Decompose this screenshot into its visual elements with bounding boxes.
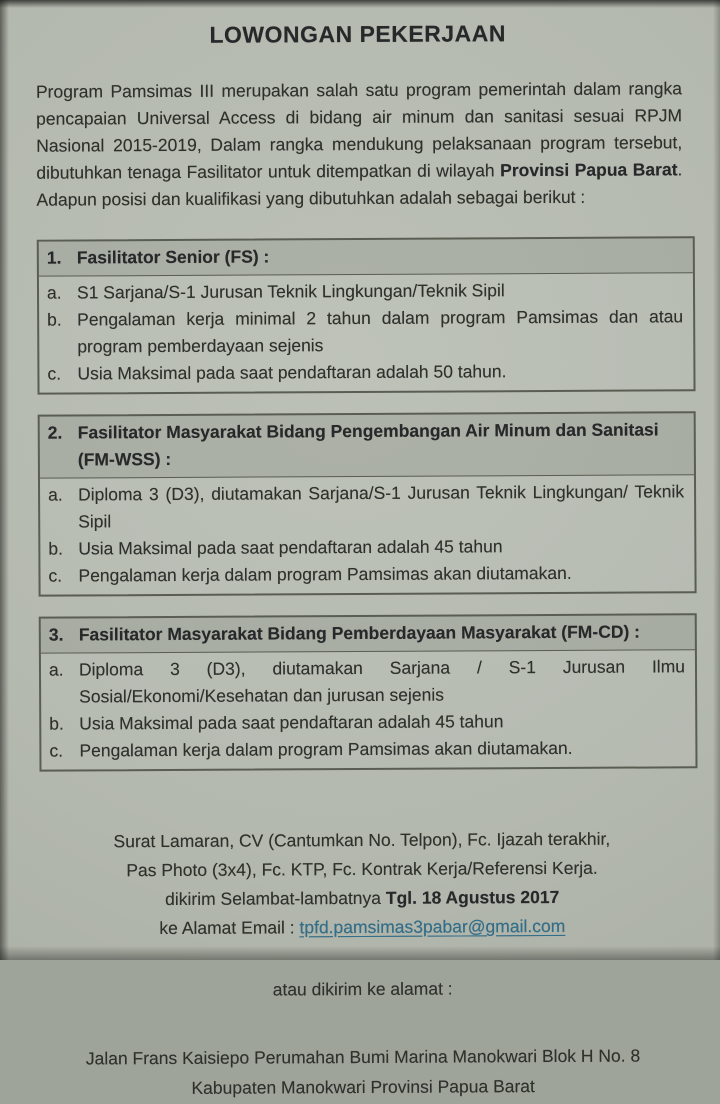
submission-line-deadline [2, 882, 720, 915]
position-2-title: Fasilitator Masyarakat Bidang Pengembangan Air Minum dan Sanitasi (FM-WSS) : [77, 419, 659, 470]
requirement-row [49, 707, 687, 737]
requirement-letter: a. [48, 484, 63, 505]
position-1-title: Fasilitator Senior (FS) : [76, 246, 270, 268]
requirement-row [48, 532, 686, 562]
requirement-letter: c. [47, 363, 62, 384]
position-3-title: Fasilitator Masyarakat Bidang Pemberdayaan Masyarakat (FM-CD) : [78, 621, 641, 645]
position-2-number: 2. [47, 422, 63, 443]
requirement-letter: b. [48, 538, 64, 559]
requirement-text: S1 Sarjana/S-1 Jurusan Teknik Lingkungan/Teknik Sipil [76, 280, 505, 303]
submission-line-documents: Surat Lamaran, CV (Cantumkan No. Telpon), Fc. Ijazah terakhir, [113, 828, 611, 852]
position-3-number: 3. [48, 624, 64, 645]
position-table-2 [38, 411, 697, 596]
requirement-letter: a. [48, 659, 64, 680]
position-1-header [39, 238, 693, 276]
position-table-3 [39, 613, 698, 771]
submission-instructions [2, 824, 720, 944]
submission-line-attachments: Pas Photo (3x4), Fc. KTP, Fc. Kontrak Kerja/Referensi Kerja. [126, 857, 598, 881]
requirement-text: Pengalaman kerja dalam program Pamsimas akan diutamakan. [78, 562, 572, 586]
requirement-row [47, 357, 685, 387]
requirement-text: Diploma 3 (D3), diutamakan Sarjana / S-1 Jurusan Ilmu Sosial/Ekonomi/Kesehatan dan jurusan sejenis [78, 656, 686, 707]
intro-text-start: Program Pamsimas III merupakan salah satu program pemerintah dalam rangka pencapaian Universal Access di bidang air minum dan sanitasi sesuai RPJM Nasional 2015-2019, Dalam rangka mendukung pelaksanaan program tersebut, dibutuhkan tenaga Fasilitator untuk ditempatkan di wilayah [35, 78, 683, 183]
position-1-requirements [39, 273, 694, 392]
requirement-text: Usia Maksimal pada saat pendaftaran adalah 45 tahun [79, 711, 504, 734]
requirement-row [47, 276, 685, 306]
address-line-region: Kabupaten Manokwari Provinsi Papua Barat [191, 1076, 535, 1098]
email-link[interactable]: tpfd.pamsimas3pabar@gmail.com [299, 915, 566, 938]
deadline-date: Tgl. 18 Agustus 2017 [385, 886, 560, 908]
address-line-street: Jalan Frans Kaisiepo Perumahan Bumi Marina Manokwari Blok H No. 8 [85, 1045, 641, 1069]
intro-paragraph [36, 75, 683, 213]
requirement-letter: a. [46, 282, 62, 303]
alternative-heading: atau dikirim ke alamat : [272, 978, 453, 1000]
requirement-text: Usia Maksimal pada saat pendaftaran adalah 50 tahun. [77, 361, 507, 384]
position-3-requirements [41, 650, 696, 769]
requirement-text: Diploma 3 (D3), diutamakan Sarjana/S-1 Jurusan Teknik Lingkungan/ Teknik Sipil [78, 481, 685, 532]
requirement-row [49, 653, 687, 710]
position-1-number: 1. [46, 247, 62, 268]
postal-address [3, 1040, 720, 1104]
requirement-text: Pengalaman kerja minimal 2 tahun dalam program Pamsimas dan atau program pemberdayaan sejenis [77, 306, 684, 357]
page-title: LOWONGAN PEKERJAAN [209, 20, 506, 48]
requirement-text: Usia Maksimal pada saat pendaftaran adalah 45 tahun [78, 536, 503, 559]
requirement-row [47, 303, 685, 360]
position-3-header [41, 615, 695, 653]
submission-line-email [2, 911, 720, 944]
deadline-text: dikirim Selambat-lambatnya [165, 887, 386, 910]
requirement-letter: b. [49, 713, 64, 734]
position-2-header [40, 413, 694, 478]
requirement-row [49, 734, 687, 764]
intro-text-end: . Adapun posisi dan kualifikasi yang dibutuhkan adalah sebagai berikut : [36, 159, 683, 210]
position-2-requirements [40, 475, 695, 594]
requirement-letter: c. [48, 565, 63, 586]
requirement-row [48, 478, 686, 535]
requirement-letter: b. [47, 309, 62, 330]
requirement-letter: c. [49, 740, 64, 761]
position-table-1 [37, 236, 696, 394]
requirement-text: Pengalaman kerja dalam program Pamsimas akan diutamakan. [79, 737, 573, 761]
intro-bold-region: Provinsi Papua Barat [500, 159, 678, 181]
email-label: ke Alamat Email : [159, 917, 300, 939]
requirement-row [48, 559, 686, 589]
